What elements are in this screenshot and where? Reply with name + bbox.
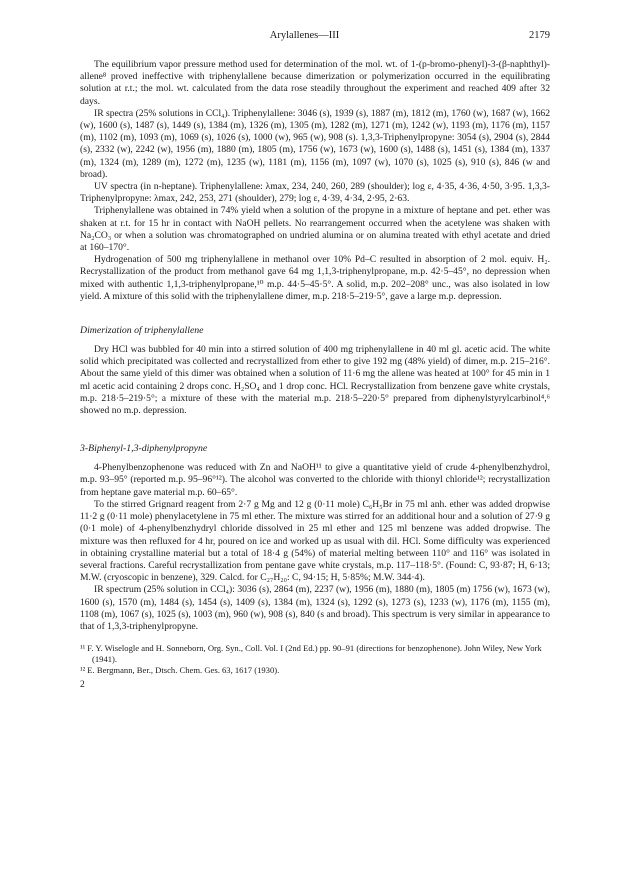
paragraph-ir-spectrum: IR spectrum (25% solution in CCl₄): 3036 (s), 2864 (m), 2237 (w), 1956 (m), 1880 (m), 1805 (m) 1756 (w), 1673 (w), 1600 (s), 1570 (m), 1484 (s), 1454 (s), 1409 (s), 1384 (m), 1324 (s), 1292 (s), 1273 (s), 1233 (w), 1176 (m), 1155 (m), 1108 (m), 1067 (s), 1025 (s), 1003 (m), 960 (w), 908 (s), 840 (s and broad). This spectrum is very similar in appearance to that of 1,3,3-triphenylpropyne. <box>80 584 550 632</box>
footer-page-mark: 2 <box>80 680 85 691</box>
paragraph-ir-spectra: IR spectra (25% solutions in CCl₄). Triphenylallene: 3046 (s), 1939 (s), 1887 (m), 1812 (m), 1760 (w), 1687 (w), 1662 (w), 1600 (s), 1487 (s), 1449 (s), 1384 (m), 1326 (m), 1305 (m), 1282 (m), 1271 (m), 1242 (w), 1193 (m), 1176 (m), 1157 (m), 1102 (m), 1093 (m), 1069 (s), 1026 (s), 1000 (w), 965 (w), 908 (s). 1,3,3-Triphenylpropyne: 3054 (s), 2904 (s), 2844 (s), 2332 (w), 2242 (w), 1956 (m), 1880 (m), 1805 (m), 1756 (w), 1673 (w), 1600 (s), 1488 (s), 1451 (s), 1384 (m), 1337 (m), 1324 (m), 1289 (m), 1272 (m), 1235 (w), 1181 (m), 1156 (m), 1097 (w), 1070 (s), 1025 (s), 910 (s), 846 (w and broad). <box>80 107 550 180</box>
footnote-11: ¹¹ F. Y. Wiselogle and H. Sonneborn, Org. Syn., Coll. Vol. I (2nd Ed.) pp. 90–91 (directions for benzophenone). John Wiley, New York (1941). <box>80 643 542 665</box>
paper-page <box>80 30 550 690</box>
paragraph-rearrangement: Triphenylallene was obtained in 74% yield when a solution of the propyne in a mixture of heptane and pet. ether was shaken at r.t. for 15 hr in contact with NaOH pellets. No rearrangement occurred when the acetylene was shaken with Na₂CO₃ or when a solution was chromatographed on undried alumina or on alumina treated with ethyl acetate and dried at 160–170°. <box>80 205 550 254</box>
footnote-12: ¹² E. Bergmann, Ber., Dtsch. Chem. Ges. 63, 1617 (1930). <box>80 665 280 676</box>
running-title: Arylallenes—III <box>269 30 340 41</box>
paragraph-dimerization: Dry HCl was bubbled for 40 min into a stirred solution of 400 mg triphenylallene in 40 ml gl. acetic acid. The white solid which precipitated was collected and recrystallized from ether to give 192 mg (48% yield) of dimer, m.p. 215–216°. About the same yield of this dimer was obtained when a solution of 11·6 mg the allene was heated at 100° for 45 min in 1 ml acetic acid containing 2 drops conc. H₂SO₄ and 1 drop conc. HCl. Recrystallization from benzene gave white crystals, m.p. 218·5–219·5°; a mixture of these with the material m.p. 218·5–220·5° prepared from diphenylstyrylcarbinol⁴,⁶ showed no m.p. depression. <box>80 344 550 417</box>
paragraph-reduction: 4-Phenylbenzophenone was reduced with Zn and NaOH¹¹ to give a quantitative yield of crude 4-phenylbenzhydrol, m.p. 93–95° (reported m.p. 95–96°¹²). The alcohol was converted to the chloride with thionyl chloride¹²; recrystallization from heptane gave material m.p. 60–65°. <box>80 462 550 498</box>
running-header <box>80 30 550 41</box>
page-number: 2179 <box>529 30 550 41</box>
paragraph-hydrogenation: Hydrogenation of 500 mg triphenylallene in methanol over 10% Pd–C resulted in absorption of 2 mol. equiv. H₂. Recrystallization of the product from methanol gave 64 mg 1,1,3-triphenylpropane, m.p. 42·5–45°, no depression when mixed with authentic 1,1,3-triphenylpropane,¹⁰ m.p. 44·5–45·5°. A solid, m.p. 202–208° unc., was also isolated in low yield. A mixture of this solid with the triphenylallene dimer, m.p. 218·5–219·5°, gave a large m.p. depression. <box>80 254 550 302</box>
paragraph-grignard: To the stirred Grignard reagent from 2·7 g Mg and 12 g (0·11 mole) C₆H₅Br in 75 ml anh. ether was added dropwise 11·2 g (0·11 mole) phenylacetylene in 75 ml ether. The mixture was stirred for an additional hour and a solution of 27·9 g (0·1 mole) of 4-phenylbenzhydryl chloride dissolved in 25 ml ether and 125 ml benzene was added dropwise. The mixture was then refluxed for 4 hr, poured on ice and worked up as usual with dil. HCl. Some difficulty was experienced in obtaining crystalline material but a total of 18·4 g (54%) of material melting between 110° and 116° was isolated in several fractions. Careful recrystallization from pentane gave white crystals, m.p. 117–118·5°. (Found: C, 93·87; H, 6·13; M.W. (cryoscopic in benzene), 329. Calcd. for C₂₇H₂₀: C, 94·15; H, 5·85%; M.W. 344·4). <box>80 498 550 584</box>
paragraph-uv-spectra: UV spectra (in n-heptane). Triphenylallene: λmax, 234, 240, 260, 289 (shoulder); log ε, 4·35, 4·36, 4·50, 3·95. 1,3,3-Triphenylpropyne: λmax, 242, 253, 271 (shoulder), 279; log ε, 4·39, 4·34, 2·95, 2·63. <box>80 181 550 205</box>
section-heading-dimerization: Dimerization of triphenylallene <box>80 325 204 337</box>
paragraph-molwt: The equilibrium vapor pressure method used for determination of the mol. wt. of 1-(p-bromo-phenyl)-3-(β-naphthyl)-allene⁸ proved ineffective with triphenylallene because dimerization or polymerization occurred in the equilibrating solution at r.t.; the mol. wt. calculated from the data rose steadily throughout the experiment and reached 409 after 32 days. <box>80 59 550 107</box>
section-heading-biphenyl: 3-Biphenyl-1,3-diphenylpropyne <box>80 443 208 455</box>
